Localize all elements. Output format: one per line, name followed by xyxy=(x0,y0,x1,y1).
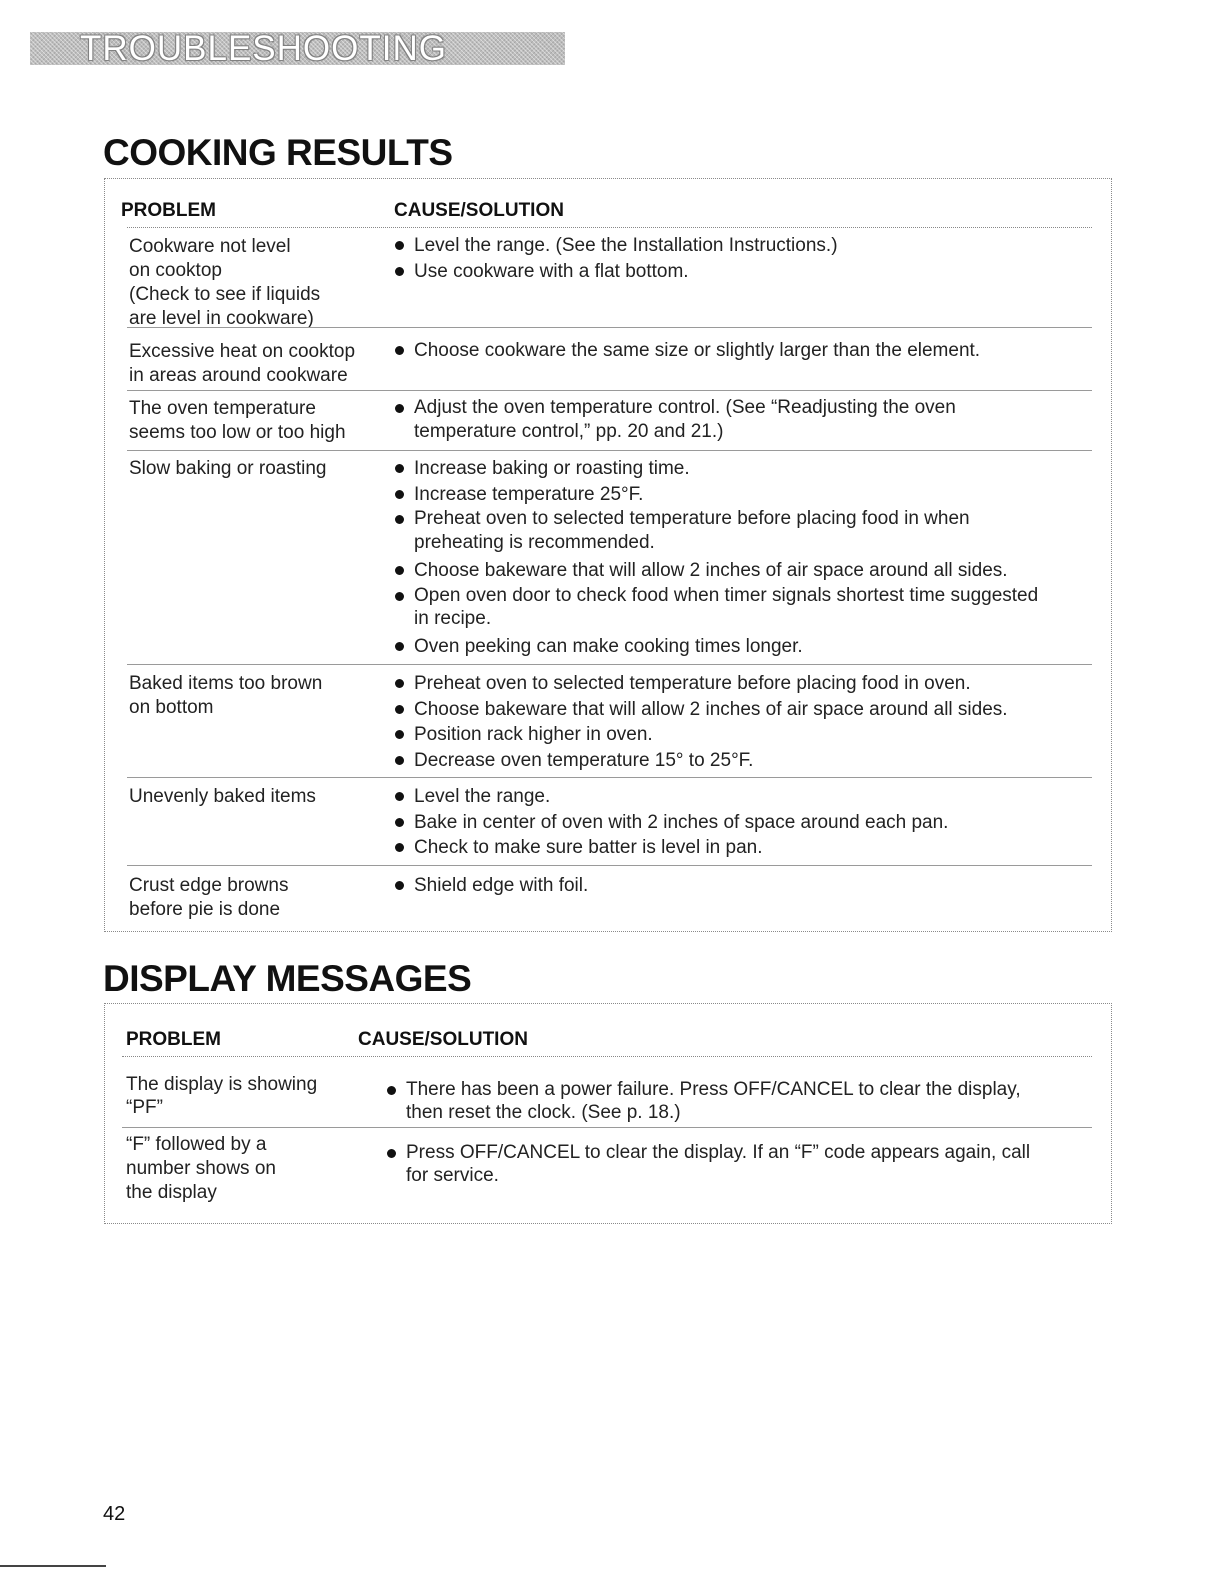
solution-item: Adjust the oven temperature control. (See “Readjusting the oven temperature control,” pp. 20 and 21.) xyxy=(395,396,956,444)
header-divider xyxy=(122,1056,1092,1057)
display-messages-table xyxy=(104,1003,1112,1224)
solution-item: Preheat oven to selected temperature before placing food in when preheating is recommended. xyxy=(395,507,1038,555)
display-messages-title: DISPLAY MESSAGES xyxy=(103,958,472,999)
solution-item: There has been a power failure. Press OFF/CANCEL to clear the display, then reset the clock. (See p. 18.) xyxy=(387,1078,1021,1124)
header-divider xyxy=(127,227,1092,228)
solution-list xyxy=(395,873,588,899)
row-divider xyxy=(127,865,1092,866)
solution-list xyxy=(395,233,838,284)
solution-list xyxy=(395,338,980,364)
solution-item: Preheat oven to selected temperature before placing food in oven. xyxy=(395,671,1008,697)
row-divider xyxy=(122,1127,1092,1128)
problem-cell: The oven temperature seems too low or too high xyxy=(129,398,346,443)
solution-item: Level the range. xyxy=(395,784,948,810)
page-number: 42 xyxy=(103,1503,126,1525)
problem-cell: Slow baking or roasting xyxy=(129,458,327,479)
problem-cell: The display is showing “PF” xyxy=(126,1074,318,1118)
solution-item: Level the range. (See the Installation Instructions.) xyxy=(395,233,838,259)
footer-rule xyxy=(0,1565,106,1567)
solution-item: Use cookware with a flat bottom. xyxy=(395,259,838,285)
solution-item: Shield edge with foil. xyxy=(395,873,588,899)
solution-item: Choose cookware the same size or slightly larger than the element. xyxy=(395,338,980,364)
solution-list xyxy=(395,784,948,861)
solution-item: Choose bakeware that will allow 2 inches of air space around all sides. xyxy=(395,697,1008,723)
problem-cell: Unevenly baked items xyxy=(129,786,316,807)
problem-cell: Excessive heat on cooktop in areas around cookware xyxy=(129,341,356,386)
solution-item: Choose bakeware that will allow 2 inches of air space around all sides. xyxy=(395,558,1038,584)
solution-item: Increase baking or roasting time. xyxy=(395,456,1038,482)
row-divider xyxy=(127,327,1092,328)
solution-list xyxy=(395,671,1008,773)
solution-item: Decrease oven temperature 15° to 25°F. xyxy=(395,748,1008,774)
problem-cell: Baked items too brown on bottom xyxy=(129,673,323,718)
solution-item: Oven peeking can make cooking times longer. xyxy=(395,634,1038,660)
problem-cell: Cookware not level on cooktop (Check to see if liquids are level in cookware) xyxy=(129,236,321,329)
solution-list xyxy=(387,1141,1030,1187)
solution-item: Check to make sure batter is level in pan. xyxy=(395,835,948,861)
problem-cell: Crust edge browns before pie is done xyxy=(129,875,289,920)
troubleshooting-banner xyxy=(30,29,565,68)
solution-list xyxy=(387,1078,1021,1124)
row-divider xyxy=(127,450,1092,451)
cooking-results-title: COOKING RESULTS xyxy=(103,132,453,173)
solution-column-header: CAUSE/SOLUTION xyxy=(394,200,564,221)
solution-item: Increase temperature 25°F. xyxy=(395,482,1038,508)
solution-item: Bake in center of oven with 2 inches of space around each pan. xyxy=(395,810,948,836)
solution-item: Position rack higher in oven. xyxy=(395,722,1008,748)
cooking-results-table xyxy=(104,178,1112,932)
solution-list xyxy=(395,456,1038,659)
solution-column-header: CAUSE/SOLUTION xyxy=(358,1029,528,1050)
solution-item: Open oven door to check food when timer signals shortest time suggested in recipe. xyxy=(395,584,1038,630)
problem-column-header: PROBLEM xyxy=(126,1029,221,1050)
solution-list xyxy=(395,396,956,444)
row-divider xyxy=(127,664,1092,665)
solution-item: Press OFF/CANCEL to clear the display. If an “F” code appears again, call for service. xyxy=(387,1141,1030,1187)
row-divider xyxy=(127,777,1092,778)
row-divider xyxy=(127,390,1092,391)
banner-title: TROUBLESHOOTING xyxy=(80,29,447,68)
problem-cell: “F” followed by a number shows on the display xyxy=(126,1134,276,1203)
problem-column-header: PROBLEM xyxy=(121,200,216,221)
